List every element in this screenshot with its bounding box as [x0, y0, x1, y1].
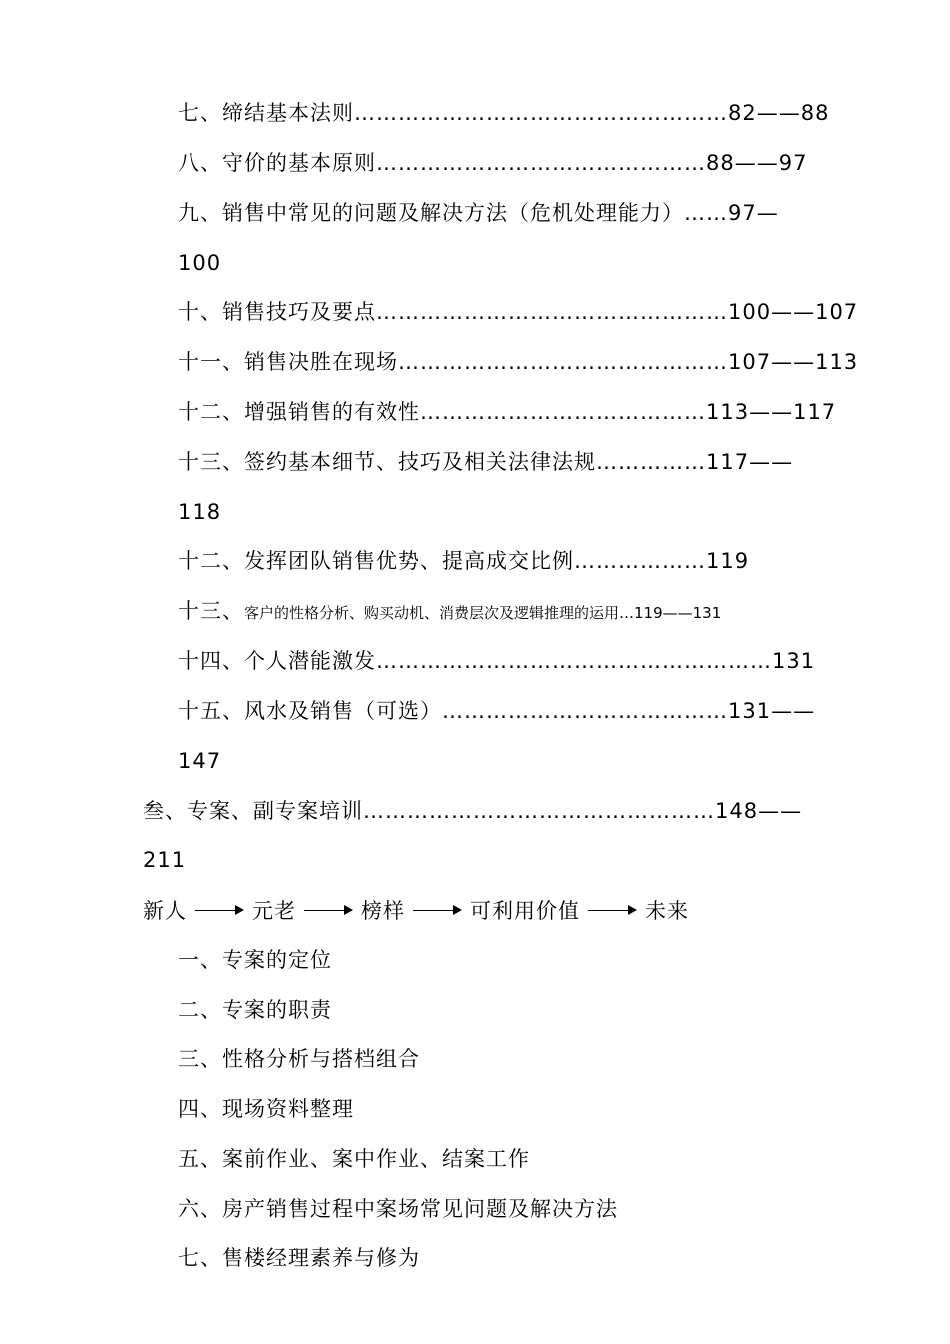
- toc-prefix: 十三、: [178, 599, 244, 623]
- toc-line: 十一、销售决胜在现场………………………………………107——113: [178, 350, 859, 374]
- section-item: 五、案前作业、案中作业、结案工作: [178, 1147, 530, 1171]
- flow-step: 新人: [143, 899, 187, 923]
- flow-step: 未来: [645, 899, 689, 923]
- toc-line: 十三、签约基本细节、技巧及相关法律法规……………117——: [178, 450, 794, 474]
- arrow-right-icon: [195, 905, 244, 915]
- section-item: 二、专案的职责: [178, 998, 332, 1022]
- arrow-right-icon: [588, 905, 637, 915]
- toc-line: 118: [178, 500, 222, 524]
- arrow-right-icon: [304, 905, 353, 915]
- section-item: 四、现场资料整理: [178, 1097, 354, 1121]
- toc-line: 十五、风水及销售（可选）…………………………………131——: [178, 699, 816, 723]
- section-item: 三、性格分析与搭档组合: [178, 1047, 420, 1071]
- toc-line: 叁、专案、副专案培训…………………………………………148——: [143, 799, 803, 823]
- toc-line: 211: [143, 848, 187, 872]
- toc-line: 十二、增强销售的有效性…………………………………113——117: [178, 400, 837, 424]
- toc-line: 十二、发挥团队销售优势、提高成交比例………………119: [178, 549, 750, 573]
- career-flow: [143, 898, 689, 922]
- section-item: 六、房产销售过程中案场常见问题及解决方法: [178, 1197, 618, 1221]
- toc-line: 八、守价的基本原则………………………………………88——97: [178, 151, 808, 175]
- flow-step: 可利用价值: [470, 899, 580, 923]
- toc-line-small: [178, 599, 721, 625]
- toc-line: 100: [178, 251, 222, 275]
- toc-line: 九、销售中常见的问题及解决方法（危机处理能力）……97—: [178, 201, 779, 225]
- toc-small-text: 客户的性格分析、购买动机、消费层次及逻辑推理的运用…119——131: [244, 604, 722, 622]
- toc-line: 七、缔结基本法则……………………………………………82——88: [178, 101, 830, 125]
- toc-line: 十四、个人潜能激发………………………………………………131: [178, 649, 816, 673]
- flow-step: 元老: [252, 899, 296, 923]
- section-item: 七、售楼经理素养与修为: [178, 1246, 420, 1270]
- section-item: 一、专案的定位: [178, 948, 332, 972]
- toc-line: 147: [178, 749, 222, 773]
- arrow-right-icon: [413, 905, 462, 915]
- toc-line: 十、销售技巧及要点…………………………………………100——107: [178, 300, 859, 324]
- flow-step: 榜样: [361, 899, 405, 923]
